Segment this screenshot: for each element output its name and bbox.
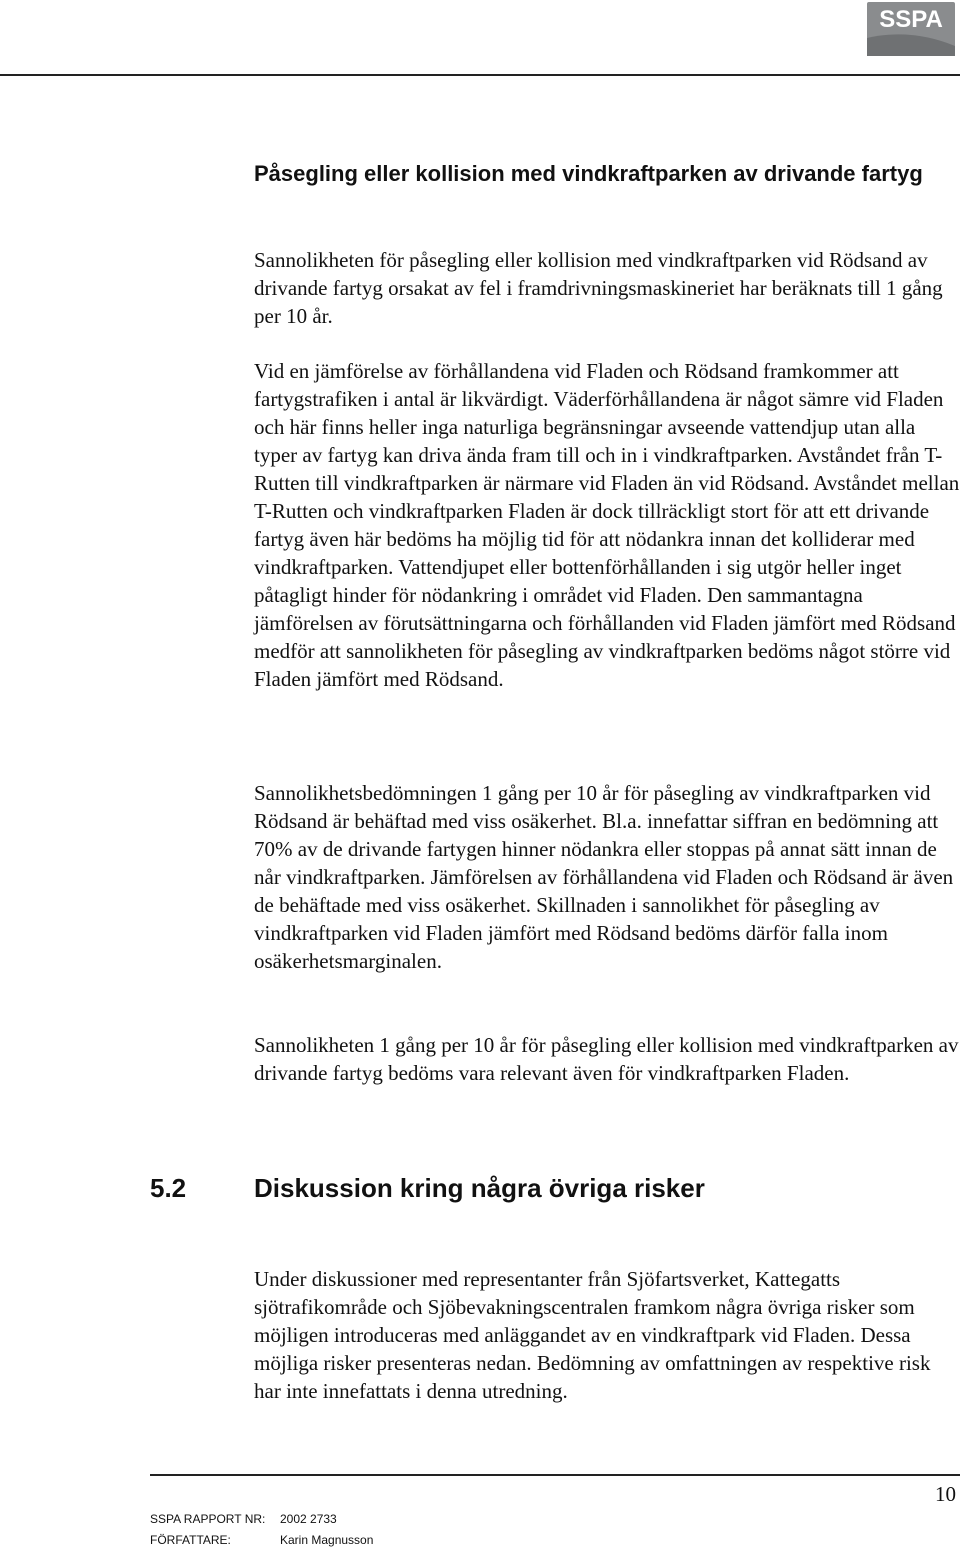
logo-text: SSPA <box>879 6 943 33</box>
section-title: Diskussion kring några övriga risker <box>254 1173 705 1203</box>
section-number: 5.2 <box>150 1173 187 1203</box>
section-52-paragraph: Under diskussioner med representanter från Sjöfartsverket, Kattegatts sjötrafikområde och Sjöbevakningscentralen framkom några övriga risker som möjligen introduceras med anläggandet av en vindkraftpark vid Fladen. Dessa möjliga risker presenteras nedan. Bedömning av omfattningen av respektive risk har inte innefattats i denna utredning. <box>254 1267 931 1403</box>
paragraph-1: Sannolikheten för påsegling eller kollision med vindkraftparken vid Rödsand av drivande fartyg orsakat av fel i framdrivningsmaskineriet har beräknats till 1 gång per 10 år. <box>254 248 943 328</box>
paragraph-4: Sannolikheten 1 gång per 10 år för påsegling eller kollision med vindkraftparken av drivande fartyg bedöms vara relevant även för vindkraftparken Fladen. <box>254 1033 959 1085</box>
page-number: 10 <box>935 1482 956 1506</box>
paragraph-2: Vid en jämförelse av förhållandena vid Fladen och Rödsand framkommer att fartygstrafiken i antal är likvärdigt. Väderförhållandena är något sämre vid Fladen och här finns heller inga naturliga begränsningar avseende vattendjup utan alla typer av fartyg kan driva ända fram till och in i vindkraftparken. Avståndet från T-Rutten till vindkraftparken är närmare vid Fladen än vid Rödsand. Avståndet mellan T-Rutten och vindkraftparken Fladen är dock tillräckligt stort för att ett drivande fartyg även här bedöms ha möjlig tid för att nödankra innan det kolliderar med vindkraftparken. Vattendjupet eller bottenförhållanden i sig utgör heller inget påtagligt hinder för nödankring i området vid Fladen. Den sammantagna jämförelsen av förutsättningarna och förhållanden vid Fladen jämfört med Rödsand medför att sannolikheten för påsegling av vindkraftparken bedöms något större vid Fladen jämfört med Rödsand. <box>254 359 960 691</box>
report-number-value: 2002 2733 <box>280 1512 337 1526</box>
section-heading: Påsegling eller kollision med vindkraftparken av drivande fartyg <box>254 161 923 186</box>
paragraph-3: Sannolikhetsbedömningen 1 gång per 10 år för påsegling av vindkraftparken vid Rödsand är behäftad med viss osäkerhet. Bl.a. innefattar siffran en bedömning att 70% av de drivande fartygen hinner nödankra eller stoppas på annat sätt innan de når vindkraftparken. Jämförelsen av förhållandena vid Fladen och Rödsand är även de behäftade med viss osäkerhet. Skillnaden i sannolikhet för påsegling av vindkraftparken vid Fladen jämfört med Rödsand bedöms därför falla inom osäkerhetsmarginalen. <box>254 781 954 973</box>
author-value: Karin Magnusson <box>280 1533 374 1547</box>
footer-divider <box>150 1474 960 1476</box>
author-label: FÖRFATTARE: <box>150 1533 231 1547</box>
header-divider <box>0 74 960 76</box>
report-number-label: SSPA RAPPORT NR: <box>150 1512 266 1526</box>
sspa-logo <box>867 2 955 56</box>
